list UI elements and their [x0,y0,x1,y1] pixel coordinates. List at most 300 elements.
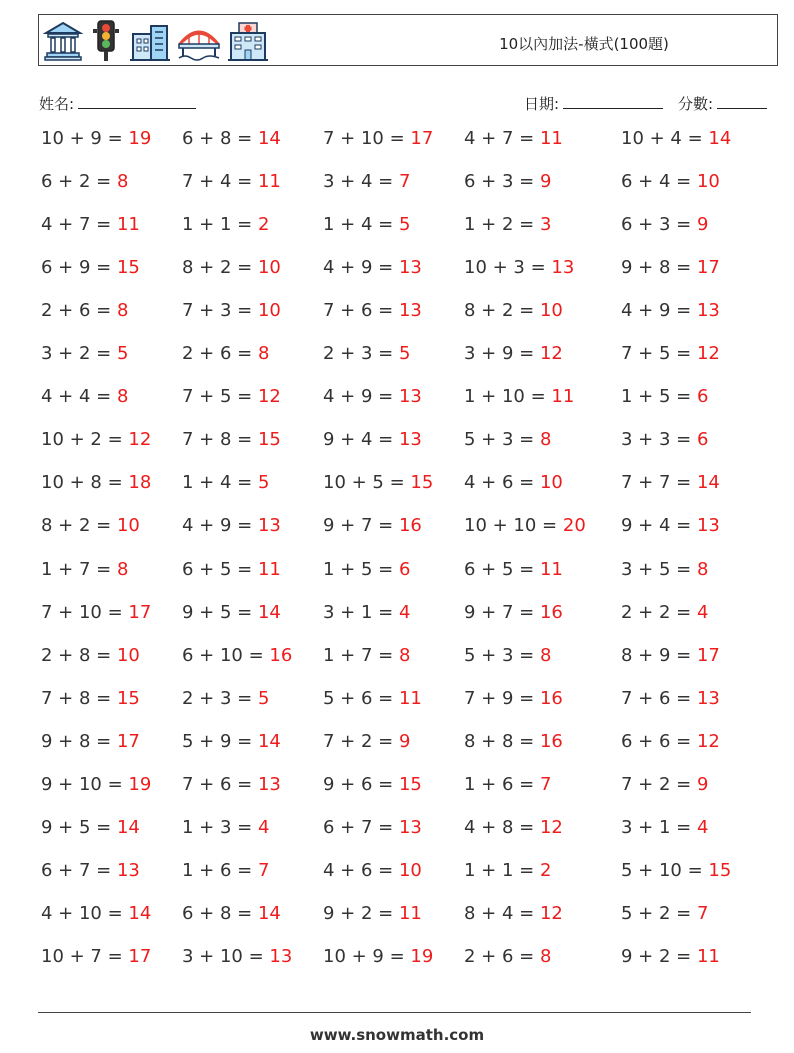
problem-answer: 19 [128,773,152,795]
problem-cell [41,727,140,757]
problem-cell [41,598,151,628]
problem-question: 3 + 9 = [464,343,535,365]
problem-answer: 6 [398,558,411,580]
problem-cell [41,210,140,240]
problem-cell [464,468,563,498]
problem-question: 7 + 10 = [41,601,123,623]
problem-cell [323,899,422,929]
problem-question: 8 + 8 = [464,730,535,752]
score-field [678,93,767,114]
problem-answer: 16 [398,515,422,537]
problem-cell [464,253,574,283]
problem-cell [621,382,708,412]
problem-question: 10 + 9 = [41,128,123,149]
problem-cell [41,770,151,800]
problem-answer: 14 [708,128,732,149]
problem-answer: 14 [128,902,152,924]
problem-question: 4 + 9 = [621,300,692,322]
problem-question: 2 + 6 = [41,300,112,322]
problem-cell [464,425,551,455]
problem-answer: 13 [116,859,140,881]
problem-answer: 16 [539,687,563,709]
problem-answer: 13 [398,429,422,451]
problem-answer: 6 [696,386,709,408]
problem-question: 6 + 7 = [41,859,112,881]
problem-cell [464,899,563,929]
problem-cell [323,425,422,455]
problem-cell [464,382,574,412]
problem-question: 4 + 9 = [323,386,394,408]
problem-question: 7 + 3 = [182,300,253,322]
problem-question: 6 + 9 = [41,257,112,279]
problem-answer: 14 [696,472,720,494]
problem-question: 5 + 10 = [621,859,703,881]
problem-answer: 11 [257,558,281,580]
problem-cell [323,511,422,541]
score-blank-line[interactable] [717,94,767,109]
problem-answer: 10 [257,257,281,279]
problem-cell [182,511,281,541]
problem-answer: 16 [539,601,563,623]
problem-cell [323,641,410,671]
problem-cell [182,813,269,843]
problem-cell [621,899,708,929]
header-box [38,14,778,66]
problem-question: 4 + 9 = [323,257,394,279]
problem-answer: 13 [257,515,281,537]
problem-answer: 15 [708,859,732,881]
problem-cell [464,598,563,628]
hospital-icon [227,20,269,62]
problem-cell [464,296,563,326]
problem-answer: 12 [539,902,563,924]
problem-question: 1 + 10 = [464,386,546,408]
problem-answer: 13 [696,687,720,709]
bridge-icon [177,20,221,62]
problem-answer: 15 [257,429,281,451]
problem-cell [323,942,433,972]
problem-cell [621,511,720,541]
problem-answer: 8 [539,644,552,666]
problem-cell [464,727,563,757]
problem-question: 9 + 5 = [182,601,253,623]
problem-answer: 10 [257,300,281,322]
problem-answer: 8 [696,558,709,580]
problem-question: 8 + 4 = [464,902,535,924]
problem-question: 6 + 5 = [182,558,253,580]
problem-cell [323,339,410,369]
problem-question: 1 + 2 = [464,214,535,236]
problem-question: 6 + 10 = [182,644,264,666]
problem-cell [464,942,551,972]
problem-answer: 11 [257,171,281,193]
problem-answer: 11 [539,558,563,580]
problem-answer: 9 [696,214,709,236]
problem-cell [182,598,281,628]
problem-question: 4 + 6 = [323,859,394,881]
problem-question: 1 + 6 = [464,773,535,795]
problem-question: 7 + 10 = [323,128,405,149]
problem-answer: 17 [696,257,720,279]
problem-question: 5 + 9 = [182,730,253,752]
problem-question: 6 + 7 = [323,816,394,838]
problem-answer: 12 [539,343,563,365]
problem-cell [323,727,410,757]
problem-answer: 12 [696,343,720,365]
problem-question: 2 + 3 = [323,343,394,365]
problem-question: 3 + 5 = [621,558,692,580]
problem-answer: 4 [696,816,709,838]
date-blank-line[interactable] [563,94,663,109]
problem-question: 7 + 8 = [182,429,253,451]
problem-question: 10 + 7 = [41,945,123,967]
problem-answer: 14 [257,902,281,924]
problem-question: 7 + 5 = [182,386,253,408]
problem-question: 9 + 6 = [323,773,394,795]
problem-question: 2 + 2 = [621,601,692,623]
problem-question: 1 + 7 = [41,558,112,580]
problem-answer: 19 [128,128,152,149]
problem-cell [41,942,151,972]
problem-answer: 8 [539,429,552,451]
problem-question: 6 + 5 = [464,558,535,580]
problem-question: 7 + 2 = [621,773,692,795]
problem-question: 8 + 2 = [182,257,253,279]
date-field [524,93,663,114]
problem-cell [41,856,140,886]
problem-answer: 15 [410,472,434,494]
problem-answer: 17 [696,644,720,666]
problem-answer: 8 [539,945,552,967]
footer-url: www.snowmath.com [309,1026,485,1044]
problem-answer: 13 [398,257,422,279]
problem-cell [621,468,720,498]
problem-cell [182,899,281,929]
problem-cell [621,555,708,585]
problem-question: 4 + 7 = [464,128,535,149]
problem-question: 2 + 6 = [464,945,535,967]
problem-cell [621,425,708,455]
problem-cell [41,253,140,283]
problem-question: 4 + 4 = [41,386,112,408]
problem-answer: 16 [269,644,293,666]
problem-question: 1 + 4 = [323,214,394,236]
problem-answer: 7 [257,859,270,881]
problem-question: 6 + 3 = [464,171,535,193]
problem-question: 10 + 9 = [323,945,405,967]
problem-cell [182,339,269,369]
problem-question: 9 + 10 = [41,773,123,795]
problem-cell [464,641,551,671]
problem-cell [464,813,563,843]
problem-cell [621,167,720,197]
problem-cell [41,382,128,412]
problem-cell [182,684,269,714]
problem-cell [323,296,422,326]
problem-question: 5 + 3 = [464,644,535,666]
problem-answer: 5 [398,214,411,236]
problem-cell [182,942,292,972]
problem-cell [323,382,422,412]
problem-cell [41,167,128,197]
problem-answer: 10 [539,472,563,494]
problem-cell [464,339,563,369]
problem-cell [323,253,422,283]
problem-answer: 10 [398,859,422,881]
problem-question: 6 + 3 = [621,214,692,236]
problem-answer: 17 [116,730,140,752]
problem-answer: 8 [398,644,411,666]
problem-answer: 15 [116,257,140,279]
problem-question: 7 + 9 = [464,687,535,709]
problem-answer: 5 [116,343,129,365]
problem-cell [621,727,720,757]
problem-cell [41,425,151,455]
problem-question: 7 + 4 = [182,171,253,193]
problem-answer: 5 [398,343,411,365]
problem-answer: 14 [257,601,281,623]
problem-answer: 4 [257,816,270,838]
problem-cell [323,555,410,585]
problem-answer: 13 [398,816,422,838]
problem-cell [464,124,563,154]
problem-question: 8 + 2 = [41,515,112,537]
problem-answer: 13 [551,257,575,279]
problem-cell [182,856,269,886]
problem-answer: 13 [269,945,293,967]
footer-divider [38,1012,751,1013]
problem-cell [621,598,708,628]
problem-cell [182,641,292,671]
problem-answer: 8 [116,558,129,580]
problem-cell [621,339,720,369]
problem-question: 7 + 2 = [323,730,394,752]
problem-answer: 9 [398,730,411,752]
problem-cell [464,511,586,541]
problem-question: 9 + 2 = [621,945,692,967]
problem-cell [621,296,720,326]
problem-question: 6 + 8 = [182,128,253,149]
problem-cell [621,253,720,283]
problem-question: 6 + 2 = [41,171,112,193]
problem-cell [182,296,281,326]
problem-answer: 10 [539,300,563,322]
problem-answer: 14 [116,816,140,838]
problem-cell [621,124,731,154]
problem-cell [182,253,281,283]
problem-answer: 17 [128,601,152,623]
problem-answer: 12 [539,816,563,838]
problem-question: 9 + 8 = [621,257,692,279]
problem-cell [182,210,269,240]
problem-answer: 11 [551,386,575,408]
problem-question: 2 + 3 = [182,687,253,709]
problem-answer: 12 [128,429,152,451]
problem-answer: 18 [128,472,152,494]
problem-question: 4 + 10 = [41,902,123,924]
problem-answer: 13 [696,300,720,322]
problem-cell [464,167,551,197]
problem-question: 3 + 3 = [621,429,692,451]
problem-answer: 11 [696,945,720,967]
problem-question: 7 + 6 = [323,300,394,322]
problem-cell [182,382,281,412]
problem-question: 6 + 8 = [182,902,253,924]
name-label: 姓名: [39,95,75,113]
problem-cell [323,856,422,886]
problem-cell [621,856,731,886]
problem-cell [464,210,551,240]
problem-answer: 19 [410,945,434,967]
problem-cell [41,813,140,843]
problem-question: 4 + 8 = [464,816,535,838]
problem-cell [182,167,281,197]
problem-question: 9 + 4 = [323,429,394,451]
problem-answer: 13 [696,515,720,537]
problem-question: 7 + 7 = [621,472,692,494]
problem-answer: 10 [116,515,140,537]
problem-answer: 6 [696,429,709,451]
problem-question: 1 + 5 = [323,558,394,580]
header-icons [43,19,269,63]
problem-question: 7 + 6 = [182,773,253,795]
problem-question: 10 + 2 = [41,429,123,451]
problem-cell [41,468,151,498]
problem-cell [182,124,281,154]
problem-cell [464,770,551,800]
problem-cell [621,813,708,843]
problem-answer: 11 [539,128,563,149]
problem-cell [464,856,551,886]
problem-question: 1 + 5 = [621,386,692,408]
problem-cell [41,641,140,671]
problem-question: 4 + 7 = [41,214,112,236]
bank-icon [43,20,83,62]
problem-answer: 13 [398,300,422,322]
problem-question: 10 + 5 = [323,472,405,494]
problem-question: 9 + 8 = [41,730,112,752]
problem-answer: 3 [539,214,552,236]
problem-cell [621,210,708,240]
problem-question: 3 + 10 = [182,945,264,967]
problem-answer: 8 [116,171,129,193]
problem-answer: 7 [398,171,411,193]
problem-cell [323,770,422,800]
problem-answer: 15 [398,773,422,795]
problem-answer: 13 [398,386,422,408]
problem-question: 7 + 5 = [621,343,692,365]
problem-question: 1 + 4 = [182,472,253,494]
problem-question: 3 + 1 = [621,816,692,838]
problem-answer: 11 [398,687,422,709]
problem-question: 10 + 10 = [464,515,558,537]
problem-cell [182,727,281,757]
problem-question: 3 + 2 = [41,343,112,365]
problem-question: 1 + 1 = [464,859,535,881]
problem-question: 8 + 2 = [464,300,535,322]
problem-answer: 5 [257,472,270,494]
problem-question: 5 + 2 = [621,902,692,924]
problem-question: 10 + 4 = [621,128,703,149]
problem-answer: 5 [257,687,270,709]
problem-answer: 10 [116,644,140,666]
problem-answer: 14 [257,730,281,752]
problem-cell [41,555,128,585]
problem-question: 5 + 6 = [323,687,394,709]
problem-question: 9 + 7 = [464,601,535,623]
worksheet-title: 10以內加法-橫式(100題) [499,35,669,53]
problem-question: 5 + 3 = [464,429,535,451]
problem-answer: 8 [116,300,129,322]
problem-answer: 13 [257,773,281,795]
name-blank-line[interactable] [78,94,196,109]
problem-answer: 4 [398,601,411,623]
traffic-light-icon [89,19,123,63]
problem-question: 4 + 6 = [464,472,535,494]
problem-answer: 8 [257,343,270,365]
problem-answer: 2 [539,859,552,881]
problem-cell [323,210,410,240]
problem-question: 9 + 4 = [621,515,692,537]
problem-answer: 4 [696,601,709,623]
problem-answer: 11 [116,214,140,236]
problem-question: 1 + 1 = [182,214,253,236]
problem-cell [182,425,281,455]
problem-cell [621,641,720,671]
problem-cell [41,339,128,369]
problem-cell [464,684,563,714]
problem-answer: 17 [410,128,434,149]
problem-answer: 10 [696,171,720,193]
problem-answer: 20 [562,515,586,537]
problem-question: 8 + 9 = [621,644,692,666]
problem-cell [41,296,128,326]
problem-answer: 17 [128,945,152,967]
problem-cell [182,468,269,498]
problem-question: 9 + 7 = [323,515,394,537]
problem-cell [323,813,422,843]
problem-cell [323,167,410,197]
problem-cell [41,124,151,154]
problem-cell [464,555,563,585]
problem-question: 7 + 8 = [41,687,112,709]
problem-question: 2 + 6 = [182,343,253,365]
problem-question: 10 + 3 = [464,257,546,279]
problem-cell [323,684,422,714]
problem-cell [41,899,151,929]
problem-cell [323,468,433,498]
problem-answer: 16 [539,730,563,752]
name-field [39,93,196,114]
problem-cell [323,598,410,628]
problem-answer: 9 [696,773,709,795]
problem-question: 1 + 7 = [323,644,394,666]
problem-answer: 2 [257,214,270,236]
score-label: 分數: [678,95,714,113]
problem-question: 10 + 8 = [41,472,123,494]
problem-answer: 14 [257,128,281,149]
problem-cell [182,770,281,800]
problem-cell [323,124,433,154]
problem-cell [182,555,281,585]
problem-answer: 7 [696,902,709,924]
problem-answer: 9 [539,171,552,193]
problem-question: 2 + 8 = [41,644,112,666]
problem-question: 9 + 2 = [323,902,394,924]
problem-cell [621,770,708,800]
office-building-icon [129,20,171,62]
problem-answer: 15 [116,687,140,709]
